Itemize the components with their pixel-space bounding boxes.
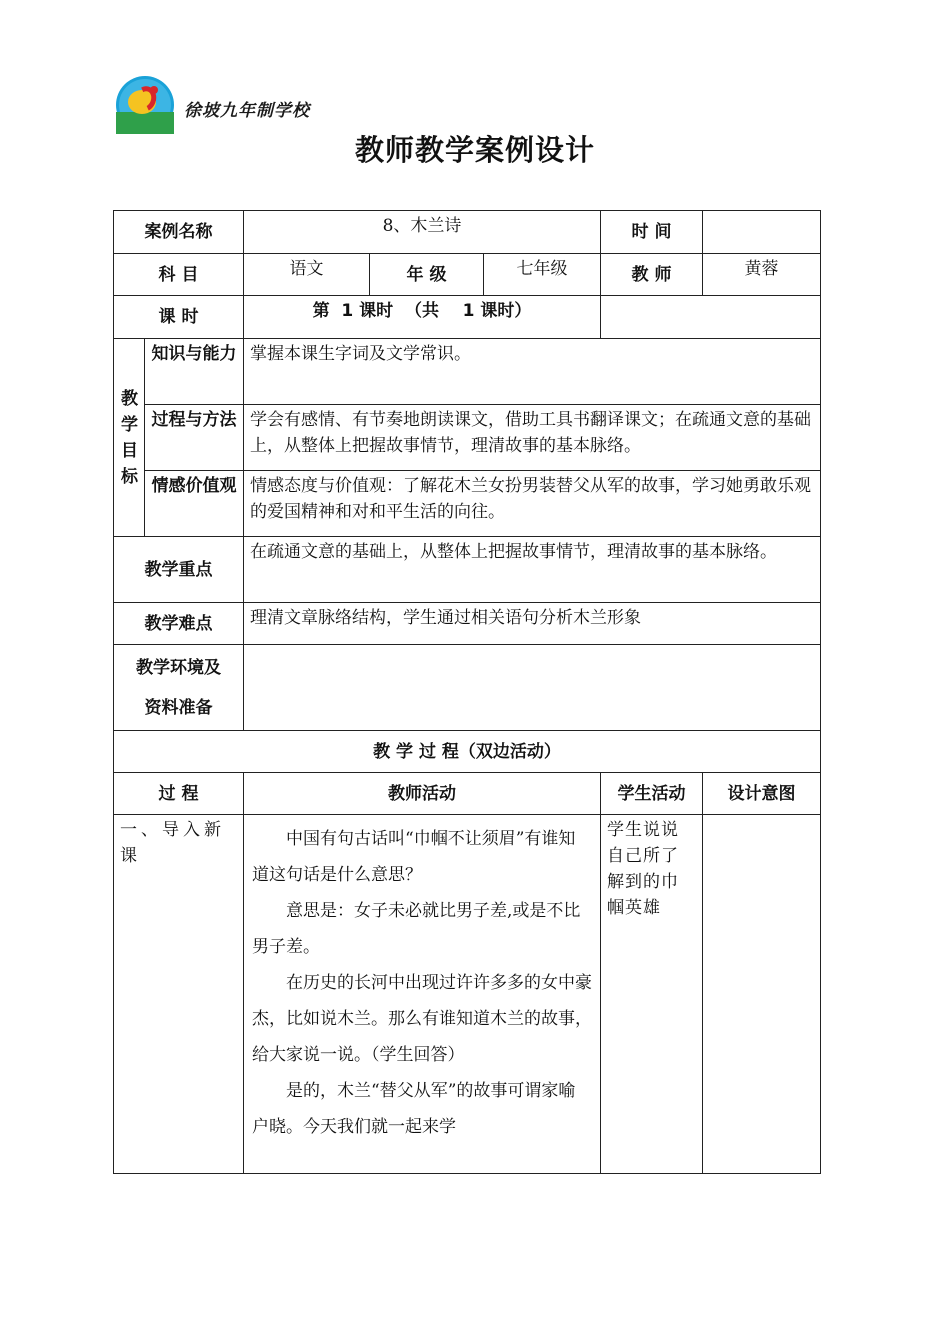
- step-name: 一、导入新课: [114, 815, 244, 1174]
- goal-text-process: 学会有感情、有节奏地朗读课文，借助工具书翻译课文；在疏通文意的基础上，从整体上把握故事情节，理清故事的基本脉络。: [244, 405, 821, 471]
- process-heading: 教 学 过 程（双边活动）: [114, 731, 821, 773]
- goal-row-process: [114, 405, 821, 471]
- row-case-name: [114, 211, 821, 254]
- col-intent: 设计意图: [703, 773, 821, 815]
- row-columns: [114, 773, 821, 815]
- row-subject: [114, 254, 821, 296]
- goal-label-knowledge: 知识与能力: [145, 339, 244, 405]
- design-intent: [703, 815, 821, 1174]
- subject-label: 科 目: [114, 254, 244, 296]
- goal-label-values: 情感价值观: [145, 471, 244, 537]
- teacher-value: 黄蓉: [703, 254, 821, 296]
- row-key-points: [114, 537, 821, 603]
- goal-row-values: [114, 471, 821, 537]
- env-label-line-2: 资料准备: [144, 697, 213, 718]
- school-emblem-icon: [116, 76, 174, 134]
- teacher-paragraph: 意思是：女子未必就比男子差,或是不比男子差。: [252, 901, 581, 957]
- lesson-label: 课 时: [114, 296, 244, 339]
- difficulty-label: 教学难点: [114, 603, 244, 645]
- env-label: [114, 645, 244, 731]
- lesson-plan-table: [113, 210, 821, 1174]
- row-process-heading: [114, 731, 821, 773]
- student-activity: 学生说说自己所了解到的巾帼英雄: [601, 815, 703, 1174]
- col-process: 过 程: [114, 773, 244, 815]
- grade-value: 七年级: [484, 254, 601, 296]
- key-text: 在疏通文意的基础上，从整体上把握故事情节，理清故事的基本脉络。: [244, 537, 821, 603]
- teacher-label: 教 师: [601, 254, 703, 296]
- case-name-value: 8、木兰诗: [244, 211, 601, 254]
- subject-value: 语文: [244, 254, 370, 296]
- goal-row-knowledge: [114, 339, 821, 405]
- env-text: [244, 645, 821, 731]
- time-value: [703, 211, 821, 254]
- row-difficulty: [114, 603, 821, 645]
- lesson-value: 第 1 课时 （共 1 课时）: [244, 296, 601, 339]
- key-label: 教学重点: [114, 537, 244, 603]
- goal-label-process: 过程与方法: [145, 405, 244, 471]
- goal-text-values: 情感态度与价值观：了解花木兰女扮男装替父从军的故事，学习她勇敢乐观的爱国精神和对和平生活的向往。: [244, 471, 821, 537]
- document-title: 教师教学案例设计: [354, 133, 595, 167]
- case-name-label: 案例名称: [114, 211, 244, 254]
- goals-label: [114, 339, 145, 537]
- school-name: 徐坡九年制学校: [184, 101, 310, 121]
- col-teacher: 教师活动: [244, 773, 601, 815]
- teacher-activity: [244, 815, 601, 1174]
- row-environment: [114, 645, 821, 731]
- school-logo: [116, 76, 346, 134]
- grade-label: 年 级: [370, 254, 484, 296]
- col-student: 学生活动: [601, 773, 703, 815]
- row-lesson: [114, 296, 821, 339]
- goal-text-knowledge: 掌握本课生字词及文学常识。: [244, 339, 821, 405]
- difficulty-text: 理清文章脉络结构，学生通过相关语句分析木兰形象: [244, 603, 821, 645]
- teacher-paragraph: 中国有句古话叫“巾帼不让须眉”有谁知道这句话是什么意思？: [252, 829, 576, 885]
- teacher-paragraph: 在历史的长河中出现过许许多多的女中豪杰，比如说木兰。那么有谁知道木兰的故事，给大家说一说。（学生回答）: [252, 973, 592, 1065]
- goals-label-text: 教学目标: [121, 388, 138, 487]
- time-label: 时 间: [601, 211, 703, 254]
- env-label-line-1: 教学环境及: [136, 657, 221, 678]
- teacher-paragraph: 是的，木兰“替父从军”的故事可谓家喻户晓。今天我们就一起来学: [252, 1081, 576, 1137]
- row-step-intro: [114, 815, 821, 1174]
